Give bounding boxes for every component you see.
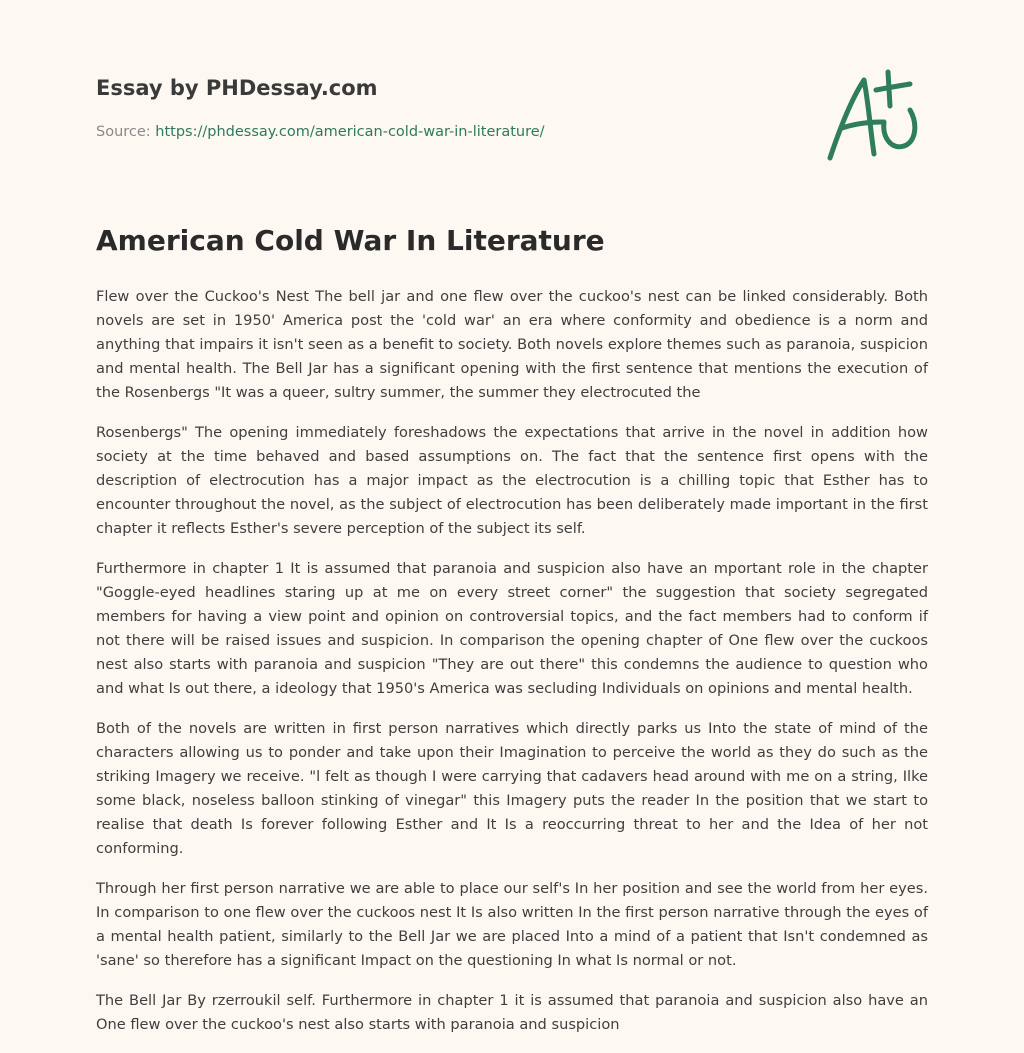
essay-paragraph: Rosenbergs" The opening immediately foreshadows the expectations that arrive in the novel in addition how society at the time behaved and based assumptions on. The fact that the sentence first opens with the description of electrocution has a major impact as the electrocution is a chilling topic that Esther has to encounter throughout the novel, as the subject of electrocution has been deliberately made important in the first chapter it reflects Esther's severe perception of the subject its self. [96,424,928,537]
source-label: Source: [96,124,156,140]
essay-paragraph: Both of the novels are written in first person narratives which directly parks us Into the state of mind of the characters allowing us to ponder and take upon their Imagination to perceive the world as they do such as the striking Imagery we receive. "l felt as though I were carrying that cadavers head around with me on a string, Ilke some black, noseless balloon stinking of vinegar" this Imagery puts the reader In the position that we start to realise that death Is forever following Esther and It Is a reoccurring threat to her and the Idea of her not conforming. [96,720,928,857]
essay-paragraph: Through her first person narrative we are able to place our self's In her position and see the world from her eyes. In comparison to one flew over the cuckoos nest It Is also written In the first person narrative through the eyes of a mental health patient, similarly to the Bell Jar we are placed Into a mind of a patient that Isn't condemned as 'sane' so therefore has a significant Impact on the questioning In what Is normal or not. [96,880,928,969]
essay-body [96,285,928,1053]
source-link[interactable]: https://phdessay.com/american-cold-war-in-literature/ [155,124,545,140]
essay-paragraph: The Bell Jar By rzerroukil self. Furthermore in chapter 1 it is assumed that paranoia and suspicion also have an One flew over the cuckoo's nest also starts with paranoia and suspicion [96,992,928,1033]
essay-paragraph: Furthermore in chapter 1 It is assumed that paranoia and suspicion also have an mportant role in the chapter "Goggle-eyed headlines staring up at me on every street corner" the suggestion that society segregated members for having a view point and opinion on controversial topics, and the fact members had to conform if not there will be raised issues and suspicion. In comparison the opening chapter of One flew over the cuckoos nest also starts with paranoia and suspicion "They are out there" this condemns the audience to question who and what Is out there, a ideology that 1950's America was secluding Individuals on opinions and mental health. [96,560,928,697]
source-line [96,124,545,140]
essay-title: American Cold War In Literature [96,224,605,257]
essay-paragraph: Flew over the Cuckoo's Nest The bell jar and one flew over the cuckoo's nest can be linked considerably. Both novels are set in 1950' America post the 'cold war' an era where conformity and obedience is a norm and anything that impairs it isn't seen as a benefit to society. Both novels explore themes such as paranoia, suspicion and mental health. The Bell Jar has a significant opening with the first sentence that mentions the execution of the Rosenbergs "It was a queer, sultry summer, the summer they electrocuted the [96,288,928,401]
a-plus-grade-icon [818,66,928,166]
site-title: Essay by PHDessay.com [96,76,378,100]
